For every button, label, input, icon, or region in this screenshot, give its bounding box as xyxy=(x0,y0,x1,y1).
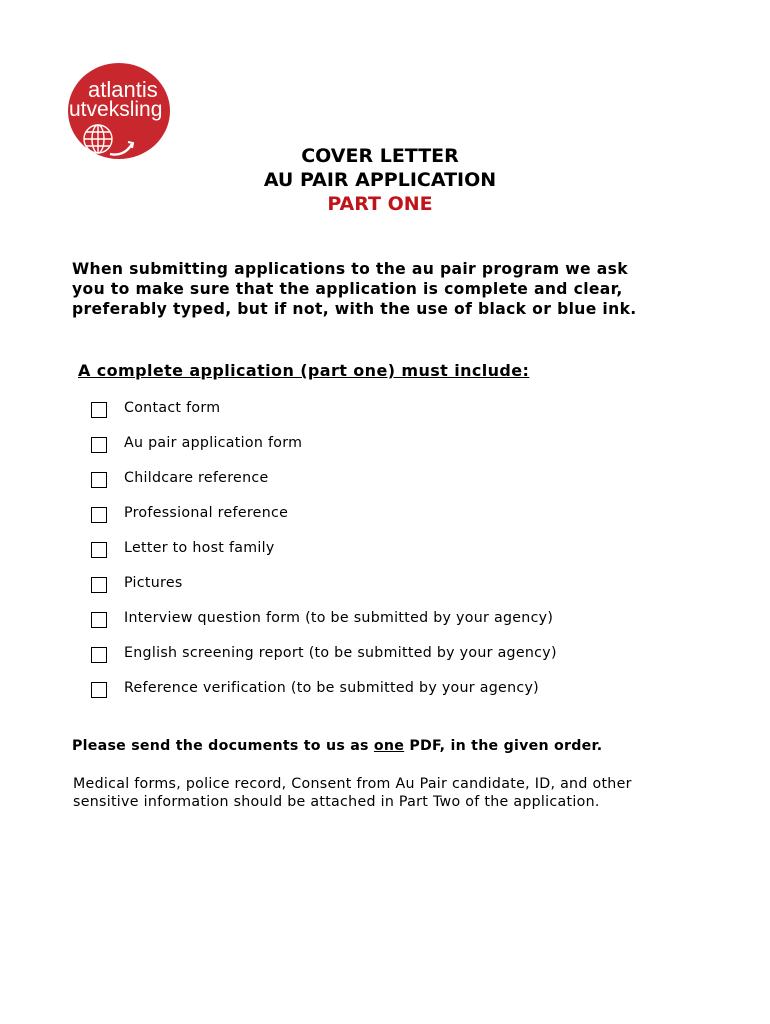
logo-text-atlantis: atlantis xyxy=(88,77,158,102)
checklist-item-label: Childcare reference xyxy=(124,470,269,486)
checkbox[interactable] xyxy=(91,542,107,558)
checklist-item-host-family-letter xyxy=(90,536,650,571)
checklist-item-label: Pictures xyxy=(124,575,183,591)
intro-line: you to make sure that the application is complete and clear, xyxy=(72,280,623,298)
logo-text-utveksling: utveksling xyxy=(69,98,163,121)
checklist-item-label: Reference verification (to be submitted by your agency) xyxy=(124,680,539,696)
checkbox[interactable] xyxy=(91,577,107,593)
title-block xyxy=(0,144,760,216)
intro-paragraph xyxy=(72,259,722,319)
checklist-item-reference-verification xyxy=(90,676,650,711)
intro-line: When submitting applications to the au pair program we ask xyxy=(72,260,628,278)
part-two-note xyxy=(73,775,713,811)
page-title-au-pair-application: AU PAIR APPLICATION xyxy=(263,169,497,191)
checklist-item-label: Au pair application form xyxy=(124,435,303,451)
checklist-heading: A complete application (part one) must include: xyxy=(78,361,530,380)
part-two-note-line: sensitive information should be attached in Part Two of the application. xyxy=(73,794,600,810)
checklist-item-label: Interview question form (to be submitted by your agency) xyxy=(124,610,554,626)
checkbox[interactable] xyxy=(91,507,107,523)
checkbox[interactable] xyxy=(91,647,107,663)
checklist-item-label: Contact form xyxy=(124,400,221,416)
checklist-item-english-screening xyxy=(90,641,650,676)
checkbox[interactable] xyxy=(91,437,107,453)
checklist-item-label: Letter to host family xyxy=(124,540,275,556)
checkbox[interactable] xyxy=(91,472,107,488)
checklist-item-interview-form xyxy=(90,606,650,641)
checklist-item-label: English screening report (to be submitted by your agency) xyxy=(124,645,557,661)
page-title-cover-letter: COVER LETTER xyxy=(301,145,459,167)
checkbox[interactable] xyxy=(91,402,107,418)
send-instructions-text: Please send the documents to us as xyxy=(72,738,374,754)
intro-line: preferably typed, but if not, with the use of black or blue ink. xyxy=(72,300,637,318)
page-subtitle-part-one: PART ONE xyxy=(327,193,433,215)
send-instructions-text: PDF, in the given order. xyxy=(404,738,603,754)
checkbox[interactable] xyxy=(91,682,107,698)
checklist-item-childcare-reference xyxy=(90,466,650,501)
send-instructions xyxy=(72,736,602,756)
checklist-item-contact-form xyxy=(90,396,650,431)
part-two-note-line: Medical forms, police record, Consent from Au Pair candidate, ID, and other xyxy=(73,776,632,792)
checkbox[interactable] xyxy=(91,612,107,628)
checklist-item-application-form xyxy=(90,431,650,466)
checklist-item-label: Professional reference xyxy=(124,505,289,521)
document-checklist xyxy=(90,396,650,711)
checklist-item-professional-reference xyxy=(90,501,650,536)
checklist-item-pictures xyxy=(90,571,650,606)
send-instructions-emphasis: one xyxy=(373,738,405,754)
